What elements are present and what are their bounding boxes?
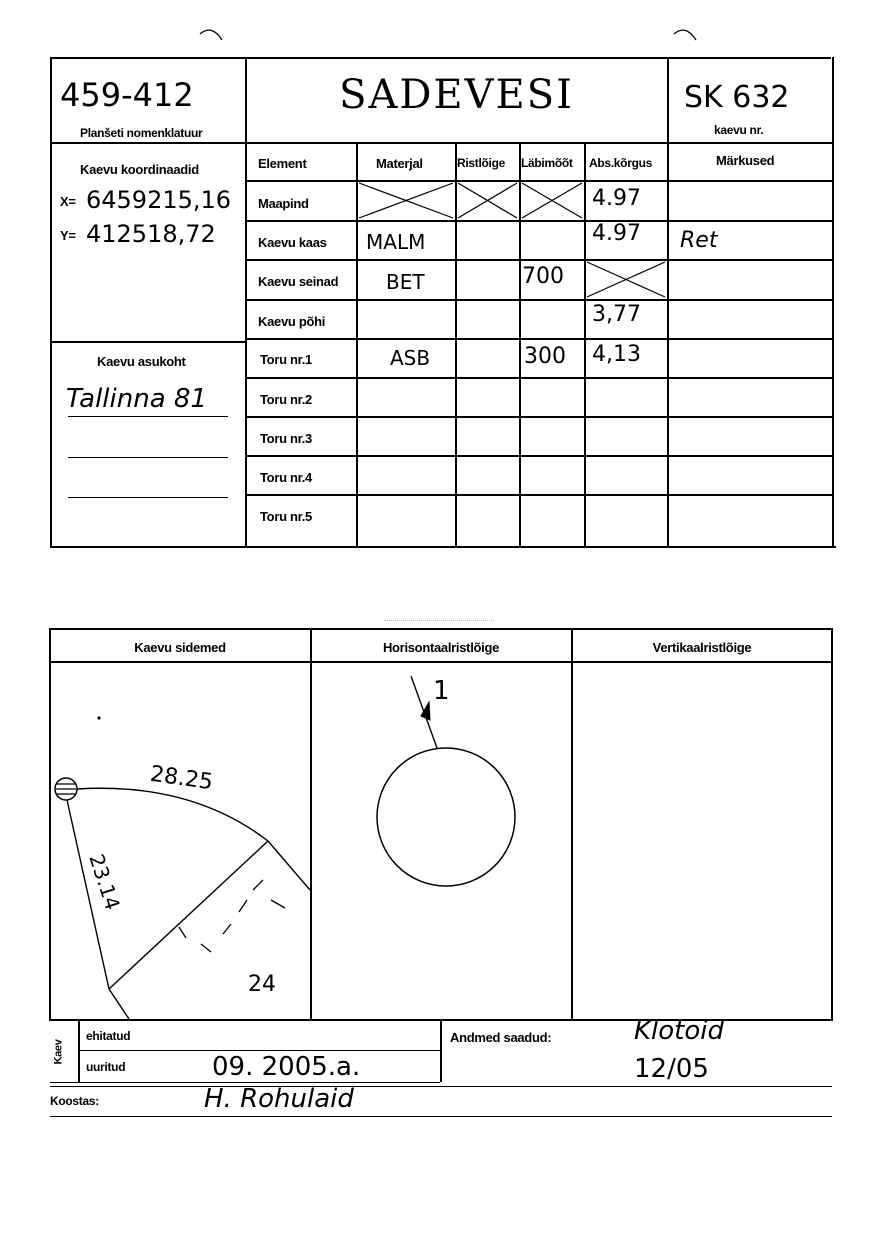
row-label-bottom: Kaevu põhi xyxy=(258,314,326,329)
cell-pipe1-abs: 4,13 xyxy=(592,342,641,367)
cell-lid-notes: Ret xyxy=(680,228,718,253)
sketch-col-ties: Kaevu sidemed xyxy=(134,640,226,655)
crossed-cell-ground-diameter xyxy=(520,181,584,220)
cell-bottom-abs: 3,77 xyxy=(592,302,641,327)
cell-lid-material: MALM xyxy=(366,230,426,254)
col-header-notes: Märkused xyxy=(716,153,775,168)
nomenclature-value: 459-412 xyxy=(60,76,194,114)
col-header-abs-height: Abs.kõrgus xyxy=(589,156,653,170)
row-label-pipe-2: Toru nr.2 xyxy=(260,392,312,407)
col-header-element: Element xyxy=(258,156,307,171)
footer-surveyed-label: uuritud xyxy=(86,1060,126,1074)
col-header-material: Materjal xyxy=(376,156,423,171)
pipe-number-label: 1 xyxy=(433,676,450,706)
cell-ground-abs: 4.97 xyxy=(592,186,641,211)
cell-pipe1-material: ASB xyxy=(390,346,431,370)
tie-distance-3: 24 xyxy=(248,972,276,997)
coordinates-label: Kaevu koordinaadid xyxy=(80,162,199,177)
row-label-pipe-3: Toru nr.3 xyxy=(260,431,312,446)
footer-surveyed-value: 09. 2005.a. xyxy=(212,1052,361,1082)
tie-distance-2: 23.14 xyxy=(84,851,125,913)
footer-author-value: H. Rohulaid xyxy=(204,1084,354,1114)
footer-side-label: Kaev xyxy=(52,1039,65,1065)
row-label-walls: Kaevu seinad xyxy=(258,274,339,289)
footer-source-label: Andmed saadud: xyxy=(450,1030,552,1045)
scan-artifact xyxy=(384,620,494,621)
cell-walls-diameter: 700 xyxy=(522,264,564,289)
col-header-diameter: Läbimõõt xyxy=(521,156,573,170)
crossed-cell-ground-material xyxy=(357,181,455,220)
footer-author-label: Koostas: xyxy=(50,1094,99,1108)
y-label: Y= xyxy=(60,228,76,243)
crossed-cell-walls-abs xyxy=(585,260,667,299)
row-label-ground: Maapind xyxy=(258,196,309,211)
location-label: Kaevu asukoht xyxy=(97,354,186,369)
row-label-lid: Kaevu kaas xyxy=(258,235,327,250)
ties-sketch xyxy=(51,662,310,1019)
row-label-pipe-4: Toru nr.4 xyxy=(260,470,312,485)
row-label-pipe-5: Toru nr.5 xyxy=(260,509,312,524)
crossed-cell-ground-cross xyxy=(456,181,519,220)
x-label: X= xyxy=(60,194,76,209)
footer-built-label: ehitatud xyxy=(86,1029,131,1043)
punch-mark-right xyxy=(672,22,702,46)
footer-source-date: 12/05 xyxy=(634,1054,709,1084)
col-header-cross-section: Ristlõige xyxy=(457,156,505,170)
cell-pipe1-diameter: 300 xyxy=(524,344,566,369)
page-title: SADEVESI xyxy=(339,72,574,118)
tie-distance-1: 28.25 xyxy=(148,761,215,796)
row-label-pipe-1: Toru nr.1 xyxy=(260,352,312,367)
location-value: Tallinna 81 xyxy=(66,384,207,414)
y-coordinate-value: 412518,72 xyxy=(86,220,216,248)
cell-lid-abs: 4.97 xyxy=(592,221,641,246)
well-number-value: SK 632 xyxy=(684,80,790,115)
x-coordinate-value: 6459215,16 xyxy=(86,186,232,214)
nomenclature-label: Planšeti nomenklatuur xyxy=(80,126,203,140)
sketch-col-horizontal: Horisontaalristlõige xyxy=(382,640,500,655)
footer-source-value: Klotoid xyxy=(634,1016,725,1046)
cell-walls-material: BET xyxy=(386,270,425,294)
sketch-col-vertical: Vertikaalristlõige xyxy=(652,640,752,655)
punch-mark-left xyxy=(198,22,228,46)
well-number-label: kaevu nr. xyxy=(714,123,764,137)
horizontal-section-sketch xyxy=(311,662,571,1019)
